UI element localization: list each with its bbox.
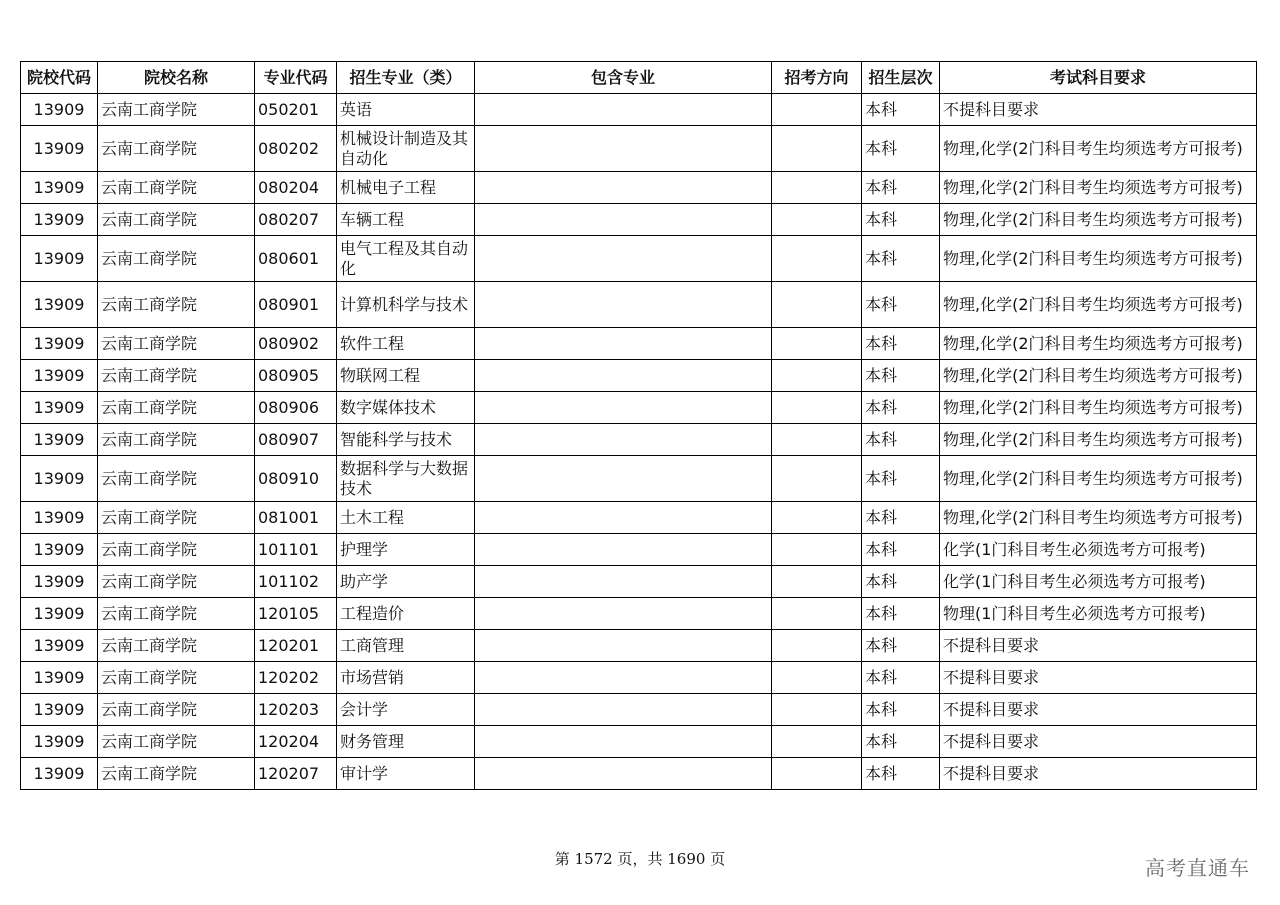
header-requirement: 考试科目要求 <box>940 62 1257 94</box>
includes-cell <box>475 502 772 534</box>
major-code-cell: 080906 <box>255 392 337 424</box>
school-code-cell: 13909 <box>21 236 98 282</box>
table-row <box>21 502 1257 534</box>
major-cell: 机械设计制造及其自动化 <box>337 126 475 172</box>
school-code-cell: 13909 <box>21 758 98 790</box>
includes-cell <box>475 662 772 694</box>
school-code-cell: 13909 <box>21 456 98 502</box>
requirement-cell: 不提科目要求 <box>940 630 1257 662</box>
table-row <box>21 630 1257 662</box>
school-name-cell: 云南工商学院 <box>98 204 255 236</box>
school-name-cell: 云南工商学院 <box>98 126 255 172</box>
major-cell: 软件工程 <box>337 328 475 360</box>
major-cell: 财务管理 <box>337 726 475 758</box>
school-code-cell: 13909 <box>21 282 98 328</box>
major-code-cell: 120204 <box>255 726 337 758</box>
table-row <box>21 328 1257 360</box>
school-name-cell: 云南工商学院 <box>98 94 255 126</box>
school-name-cell: 云南工商学院 <box>98 282 255 328</box>
includes-cell <box>475 630 772 662</box>
requirement-cell: 化学(1门科目考生必须选考方可报考) <box>940 566 1257 598</box>
includes-cell <box>475 204 772 236</box>
major-code-cell: 080901 <box>255 282 337 328</box>
includes-cell <box>475 236 772 282</box>
requirement-cell: 物理(1门科目考生必须选考方可报考) <box>940 598 1257 630</box>
table-body <box>21 94 1257 790</box>
school-code-cell: 13909 <box>21 598 98 630</box>
major-cell: 电气工程及其自动化 <box>337 236 475 282</box>
direction-cell <box>772 94 862 126</box>
direction-cell <box>772 630 862 662</box>
school-name-cell: 云南工商学院 <box>98 534 255 566</box>
requirement-cell: 不提科目要求 <box>940 662 1257 694</box>
table-row <box>21 726 1257 758</box>
major-cell: 土木工程 <box>337 502 475 534</box>
includes-cell <box>475 726 772 758</box>
header-major-code: 专业代码 <box>255 62 337 94</box>
major-code-cell: 080902 <box>255 328 337 360</box>
major-code-cell: 101102 <box>255 566 337 598</box>
level-cell: 本科 <box>862 236 940 282</box>
direction-cell <box>772 694 862 726</box>
school-name-cell: 云南工商学院 <box>98 694 255 726</box>
school-name-cell: 云南工商学院 <box>98 424 255 456</box>
table-row <box>21 694 1257 726</box>
level-cell: 本科 <box>862 424 940 456</box>
level-cell: 本科 <box>862 726 940 758</box>
requirement-cell: 物理,化学(2门科目考生均须选考方可报考) <box>940 502 1257 534</box>
includes-cell <box>475 534 772 566</box>
requirement-cell: 物理,化学(2门科目考生均须选考方可报考) <box>940 172 1257 204</box>
table-row <box>21 424 1257 456</box>
header-school-code: 院校代码 <box>21 62 98 94</box>
requirement-cell: 物理,化学(2门科目考生均须选考方可报考) <box>940 392 1257 424</box>
requirement-cell: 不提科目要求 <box>940 758 1257 790</box>
level-cell: 本科 <box>862 392 940 424</box>
requirement-cell: 物理,化学(2门科目考生均须选考方可报考) <box>940 424 1257 456</box>
major-cell: 物联网工程 <box>337 360 475 392</box>
direction-cell <box>772 328 862 360</box>
school-code-cell: 13909 <box>21 566 98 598</box>
school-code-cell: 13909 <box>21 424 98 456</box>
requirement-cell: 物理,化学(2门科目考生均须选考方可报考) <box>940 126 1257 172</box>
includes-cell <box>475 328 772 360</box>
header-level: 招生层次 <box>862 62 940 94</box>
level-cell: 本科 <box>862 328 940 360</box>
major-cell: 工程造价 <box>337 598 475 630</box>
major-cell: 英语 <box>337 94 475 126</box>
school-name-cell: 云南工商学院 <box>98 456 255 502</box>
school-name-cell: 云南工商学院 <box>98 360 255 392</box>
includes-cell <box>475 758 772 790</box>
major-cell: 数字媒体技术 <box>337 392 475 424</box>
direction-cell <box>772 598 862 630</box>
includes-cell <box>475 126 772 172</box>
major-code-cell: 080207 <box>255 204 337 236</box>
school-name-cell: 云南工商学院 <box>98 566 255 598</box>
school-code-cell: 13909 <box>21 726 98 758</box>
direction-cell <box>772 662 862 694</box>
major-cell: 车辆工程 <box>337 204 475 236</box>
school-name-cell: 云南工商学院 <box>98 502 255 534</box>
table-row <box>21 94 1257 126</box>
major-code-cell: 080905 <box>255 360 337 392</box>
table-row <box>21 534 1257 566</box>
direction-cell <box>772 172 862 204</box>
school-code-cell: 13909 <box>21 360 98 392</box>
table-row <box>21 598 1257 630</box>
direction-cell <box>772 758 862 790</box>
major-cell: 会计学 <box>337 694 475 726</box>
major-code-cell: 080202 <box>255 126 337 172</box>
header-row <box>21 62 1257 94</box>
requirement-cell: 不提科目要求 <box>940 726 1257 758</box>
major-code-cell: 120207 <box>255 758 337 790</box>
level-cell: 本科 <box>862 126 940 172</box>
major-code-cell: 120105 <box>255 598 337 630</box>
school-code-cell: 13909 <box>21 694 98 726</box>
direction-cell <box>772 236 862 282</box>
level-cell: 本科 <box>862 566 940 598</box>
requirement-cell: 物理,化学(2门科目考生均须选考方可报考) <box>940 360 1257 392</box>
level-cell: 本科 <box>862 758 940 790</box>
includes-cell <box>475 566 772 598</box>
major-code-cell: 080601 <box>255 236 337 282</box>
direction-cell <box>772 204 862 236</box>
includes-cell <box>475 360 772 392</box>
table-row <box>21 392 1257 424</box>
school-name-cell: 云南工商学院 <box>98 328 255 360</box>
school-name-cell: 云南工商学院 <box>98 598 255 630</box>
includes-cell <box>475 424 772 456</box>
table-row <box>21 758 1257 790</box>
school-name-cell: 云南工商学院 <box>98 662 255 694</box>
includes-cell <box>475 694 772 726</box>
major-code-cell: 101101 <box>255 534 337 566</box>
level-cell: 本科 <box>862 662 940 694</box>
level-cell: 本科 <box>862 502 940 534</box>
requirement-cell: 物理,化学(2门科目考生均须选考方可报考) <box>940 328 1257 360</box>
requirement-cell: 物理,化学(2门科目考生均须选考方可报考) <box>940 236 1257 282</box>
table-row <box>21 172 1257 204</box>
major-code-cell: 080907 <box>255 424 337 456</box>
level-cell: 本科 <box>862 456 940 502</box>
level-cell: 本科 <box>862 204 940 236</box>
direction-cell <box>772 282 862 328</box>
major-cell: 工商管理 <box>337 630 475 662</box>
school-code-cell: 13909 <box>21 502 98 534</box>
major-code-cell: 120203 <box>255 694 337 726</box>
school-code-cell: 13909 <box>21 172 98 204</box>
direction-cell <box>772 424 862 456</box>
level-cell: 本科 <box>862 534 940 566</box>
direction-cell <box>772 566 862 598</box>
includes-cell <box>475 282 772 328</box>
requirement-cell: 物理,化学(2门科目考生均须选考方可报考) <box>940 456 1257 502</box>
level-cell: 本科 <box>862 630 940 662</box>
school-name-cell: 云南工商学院 <box>98 236 255 282</box>
includes-cell <box>475 172 772 204</box>
school-name-cell: 云南工商学院 <box>98 726 255 758</box>
school-code-cell: 13909 <box>21 126 98 172</box>
includes-cell <box>475 392 772 424</box>
school-name-cell: 云南工商学院 <box>98 392 255 424</box>
school-code-cell: 13909 <box>21 534 98 566</box>
table-row <box>21 566 1257 598</box>
level-cell: 本科 <box>862 598 940 630</box>
includes-cell <box>475 598 772 630</box>
level-cell: 本科 <box>862 282 940 328</box>
header-includes: 包含专业 <box>475 62 772 94</box>
major-cell: 机械电子工程 <box>337 172 475 204</box>
school-code-cell: 13909 <box>21 204 98 236</box>
school-code-cell: 13909 <box>21 392 98 424</box>
direction-cell <box>772 456 862 502</box>
table-row <box>21 662 1257 694</box>
page-number: 第 1572 页，共 1690 页 <box>554 850 726 868</box>
table-row <box>21 456 1257 502</box>
requirement-cell: 不提科目要求 <box>940 694 1257 726</box>
major-cell: 计算机科学与技术 <box>337 282 475 328</box>
table-row <box>21 236 1257 282</box>
school-name-cell: 云南工商学院 <box>98 172 255 204</box>
direction-cell <box>772 392 862 424</box>
direction-cell <box>772 360 862 392</box>
school-name-cell: 云南工商学院 <box>98 630 255 662</box>
header-school-name: 院校名称 <box>98 62 255 94</box>
school-code-cell: 13909 <box>21 630 98 662</box>
major-code-cell: 120202 <box>255 662 337 694</box>
direction-cell <box>772 534 862 566</box>
school-name-cell: 云南工商学院 <box>98 758 255 790</box>
watermark: 高考直通车 <box>1145 856 1250 880</box>
level-cell: 本科 <box>862 94 940 126</box>
requirement-cell: 物理,化学(2门科目考生均须选考方可报考) <box>940 282 1257 328</box>
requirement-cell: 不提科目要求 <box>940 94 1257 126</box>
major-code-cell: 050201 <box>255 94 337 126</box>
direction-cell <box>772 726 862 758</box>
major-cell: 助产学 <box>337 566 475 598</box>
major-cell: 智能科学与技术 <box>337 424 475 456</box>
includes-cell <box>475 94 772 126</box>
includes-cell <box>475 456 772 502</box>
school-code-cell: 13909 <box>21 662 98 694</box>
header-major: 招生专业（类） <box>337 62 475 94</box>
major-cell: 护理学 <box>337 534 475 566</box>
major-code-cell: 120201 <box>255 630 337 662</box>
major-code-cell: 081001 <box>255 502 337 534</box>
major-cell: 审计学 <box>337 758 475 790</box>
requirement-cell: 化学(1门科目考生必须选考方可报考) <box>940 534 1257 566</box>
level-cell: 本科 <box>862 172 940 204</box>
header-direction: 招考方向 <box>772 62 862 94</box>
level-cell: 本科 <box>862 694 940 726</box>
major-cell: 数据科学与大数据技术 <box>337 456 475 502</box>
school-code-cell: 13909 <box>21 94 98 126</box>
direction-cell <box>772 126 862 172</box>
table-row <box>21 282 1257 328</box>
table-row <box>21 126 1257 172</box>
requirement-cell: 物理,化学(2门科目考生均须选考方可报考) <box>940 204 1257 236</box>
admission-table <box>20 61 1257 790</box>
major-cell: 市场营销 <box>337 662 475 694</box>
level-cell: 本科 <box>862 360 940 392</box>
major-code-cell: 080910 <box>255 456 337 502</box>
direction-cell <box>772 502 862 534</box>
school-code-cell: 13909 <box>21 328 98 360</box>
table-row <box>21 204 1257 236</box>
major-code-cell: 080204 <box>255 172 337 204</box>
table-row <box>21 360 1257 392</box>
